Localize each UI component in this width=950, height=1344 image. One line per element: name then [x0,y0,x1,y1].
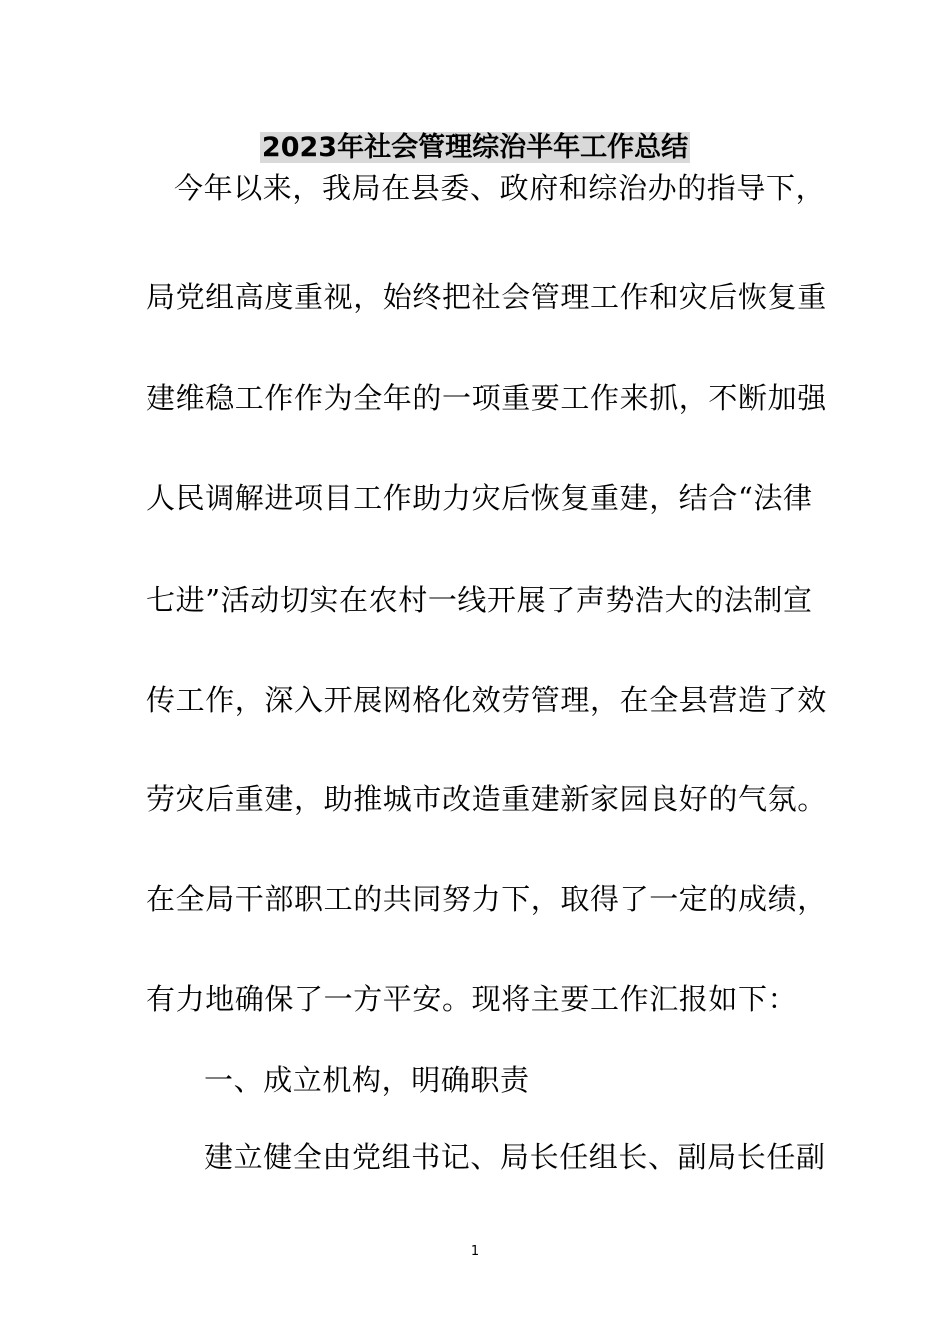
paragraph-line-1: 今年以来，我局在县委、政府和综治办的指导下， [174,171,826,205]
paragraph-line-4: 人民调解进项目工作助力灾后恢复重建，结合“法律 [146,481,813,515]
paragraph-line-9: 有力地确保了一方平安。现将主要工作汇报如下： [146,982,798,1016]
section-heading-1: 一、成立机构，明确职责 [204,1063,530,1097]
paragraph-line-3: 建维稳工作作为全年的一项重要工作来抓，不断加强 [146,381,827,415]
title-text: 2023年社会管理综治半年工作总结 [261,132,689,163]
paragraph-line-10: 建立健全由党组书记、局长任组长、副局长任副 [204,1140,826,1174]
paragraph-line-2: 局党组高度重视，始终把社会管理工作和灾后恢复重 [146,280,827,314]
page-number: 1 [470,1244,480,1259]
paragraph-line-8: 在全局干部职工的共同努力下，取得了一定的成绩， [146,882,827,916]
paragraph-line-5: 七进”活动切实在农村一线开展了声势浩大的法制宣 [146,583,813,617]
paragraph-line-7: 劳灾后重建，助推城市改造重建新家园良好的气氛。 [146,782,827,816]
paragraph-line-6: 传工作，深入开展网格化效劳管理，在全县营造了效 [146,683,827,717]
document-title [0,128,950,168]
